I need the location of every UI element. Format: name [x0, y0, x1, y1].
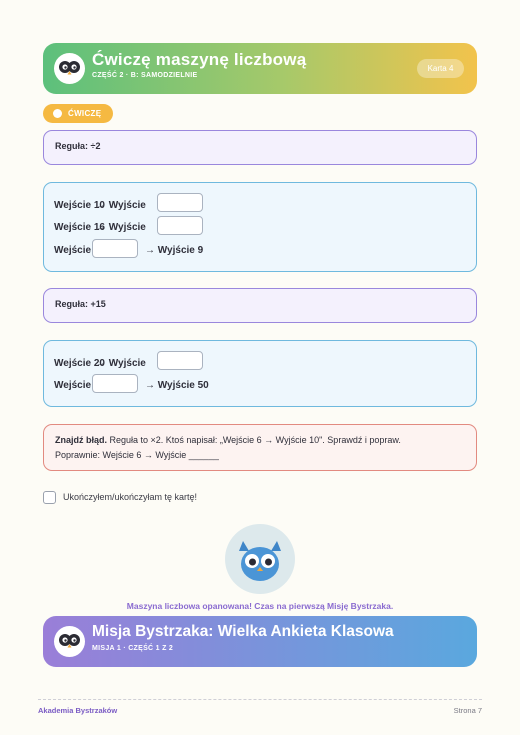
answer-input[interactable] [157, 351, 203, 370]
page-title: Ćwiczę maszynę liczbową [92, 50, 307, 69]
footer-divider [38, 699, 482, 700]
page-number: Strona 7 [453, 706, 482, 715]
exercise-box-2: Wejście 20 → Wyjście Wejście → Wyjście 50 [43, 340, 477, 407]
find-error-text [55, 435, 401, 445]
answer-input[interactable] [157, 216, 203, 235]
rule-label: Reguła: ÷2 [55, 141, 101, 151]
completion-checkbox[interactable] [43, 491, 56, 504]
find-error-correction[interactable]: Poprawnie: Wejście 6 → Wyjście ______ [55, 450, 219, 460]
answer-input[interactable] [157, 193, 203, 212]
next-mission-subtitle: MISJA 1 · CZĘŚĆ 1 Z 2 [92, 645, 174, 652]
answer-input[interactable] [92, 239, 138, 258]
next-mission-title: Misja Bystrzaka: Wielka Ankieta Klasowa [92, 623, 394, 640]
card-number-badge: Karta 4 [417, 59, 464, 78]
dot-icon [53, 109, 62, 118]
rule-label: Reguła: +15 [55, 299, 106, 309]
next-mission-banner[interactable] [43, 616, 477, 667]
find-error-heading: Znajdź błąd. [55, 435, 108, 445]
page-subtitle: CZĘŚĆ 2 · B: SAMODZIELNIE [92, 72, 198, 79]
find-error-box [43, 424, 477, 471]
section-tag-label: ĆWICZĘ [68, 109, 102, 118]
exercise-box-1: Wejście 10 → Wyjście Wejście 16 → Wyjście Wejście → Wyjście 9 [43, 182, 477, 272]
owl-logo-icon [54, 626, 85, 657]
completion-label: Ukończyłem/ukończyłam tę kartę! [63, 492, 198, 502]
owl-logo-icon [54, 53, 85, 84]
owl-mascot-icon [225, 524, 295, 594]
section-tag-practice [43, 104, 113, 123]
motto-text: Maszyna liczbowa opanowana! Czas na pierwszą Misję Bystrzaka. [126, 601, 394, 611]
rule-box-1 [43, 130, 477, 165]
find-error-instructions: Reguła to ×2. Ktoś napisał: „Wejście 6 → Wyjście 10". Sprawdź i popraw. [107, 435, 401, 445]
card-header-banner [43, 43, 477, 94]
answer-input[interactable] [92, 374, 138, 393]
rule-box-2 [43, 288, 477, 323]
footer-brand: Akademia Bystrzaków [38, 706, 118, 715]
